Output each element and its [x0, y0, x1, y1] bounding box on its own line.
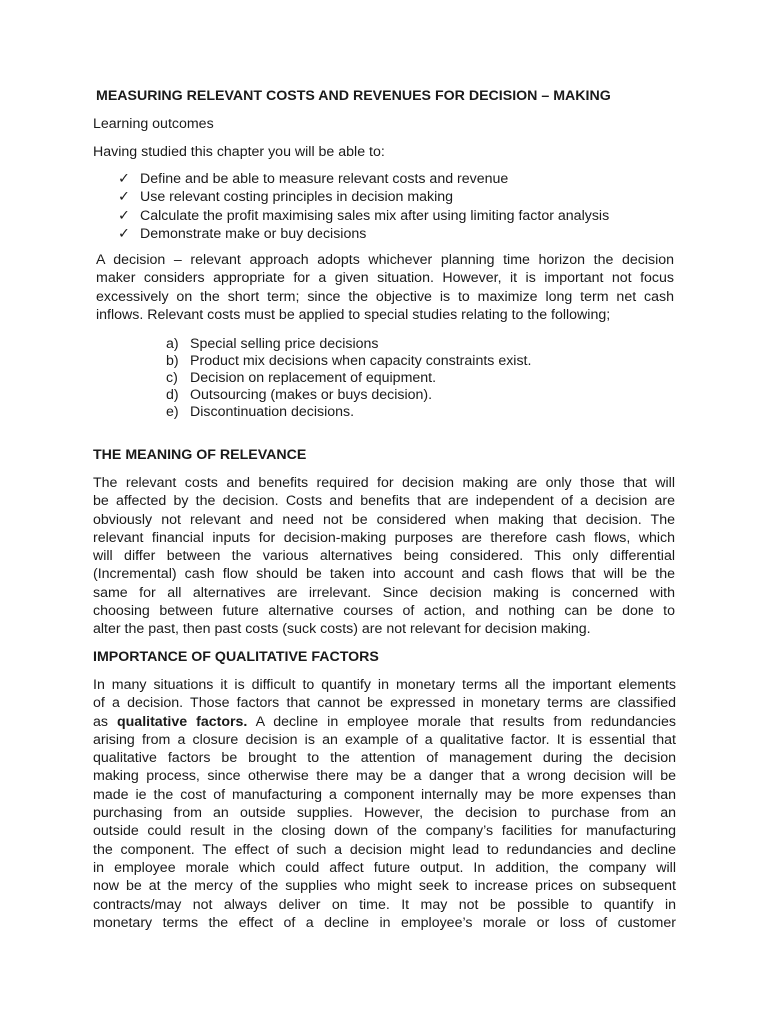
paragraph-line: the component. The effect of such a decision might lead to redundancies and decline	[93, 841, 676, 858]
special-studies-list	[166, 335, 531, 420]
paragraph-line: contracts/may not always deliver on time. It may not be possible to quantify in	[93, 896, 676, 913]
paragraph-line: same for all alternatives are irrelevant. Since decision making is concerned with	[93, 584, 675, 601]
paragraph-line: inflows. Relevant costs must be applied to special studies relating to the following;	[96, 306, 611, 323]
check-icon: ✓	[118, 171, 130, 187]
paragraph-line: alter the past, then past costs (suck costs) are not relevant for decision making.	[93, 621, 591, 638]
paragraph-line: monetary terms the effect of a decline in employee’s morale or loss of customer	[93, 914, 676, 931]
paragraph-line: as qualitative factors. A decline in employee morale that results from redundancies	[93, 713, 676, 730]
list-item: c) Decision on replacement of equipment.	[166, 370, 437, 386]
paragraph-line: In many situations it is difficult to quantify in monetary terms all the important elements	[93, 677, 676, 693]
learning-outcomes-label: Learning outcomes	[93, 116, 214, 132]
paragraph-line: of a decision. Those factors that cannot be expressed in monetary terms are classified	[93, 695, 676, 712]
list-item: e) Discontinuation decisions.	[166, 404, 355, 420]
paragraph-line: maker considers appropriate for a given situation. However, it is important not focus	[96, 270, 674, 287]
section-heading-relevance: THE MEANING OF RELEVANCE	[93, 447, 307, 463]
paragraph-line: be affected by the decision. Costs and benefits that are independent of a decision are	[93, 493, 675, 510]
outcome-item: ✓ Use relevant costing principles in decision making	[118, 189, 454, 206]
outcome-item: ✓ Define and be able to measure relevant costs and revenue	[118, 171, 509, 187]
list-item: b) Product mix decisions when capacity constraints exist.	[166, 353, 532, 369]
decision-approach-paragraph	[96, 251, 674, 324]
paragraph-line: outside could result in the closing down of the company’s facilities for manufacturing	[93, 823, 676, 840]
outcomes-list	[118, 170, 609, 243]
paragraph-line: arising from a closure decision is an example of a qualitative factor. It is essential that	[93, 731, 676, 748]
intro-text: Having studied this chapter you will be able to:	[93, 144, 385, 160]
paragraph-line: (Incremental) cash flow should be taken into account and cash flows that will be the	[93, 566, 675, 583]
qualitative-factors-term: qualitative factors.	[116, 713, 248, 730]
check-icon: ✓	[118, 207, 130, 224]
list-item: a) Special selling price decisions	[166, 336, 379, 352]
outcome-item: ✓ Calculate the profit maximising sales mix after using limiting factor analysis	[118, 207, 610, 224]
paragraph-line: in employee morale which could affect future output. In addition, the company will	[93, 859, 676, 876]
section-heading-qualitative: IMPORTANCE OF QUALITATIVE FACTORS	[93, 649, 379, 665]
paragraph-line: The relevant costs and benefits required for decision making are only those that will	[93, 475, 675, 491]
paragraph-line: qualitative factors be brought to the attention of management during the decision	[93, 750, 676, 767]
paragraph-line: relevant financial inputs for decision-making purposes are therefore cash flows, which	[93, 529, 675, 546]
list-item: d) Outsourcing (makes or buys decision).	[166, 387, 433, 403]
document-title: MEASURING RELEVANT COSTS AND REVENUES FOR DECISION – MAKING	[96, 88, 611, 104]
paragraph-line: excessively on the short term; since the objective is to maximize long term net cash	[96, 288, 674, 305]
check-icon: ✓	[118, 225, 130, 242]
paragraph-line: made ie the cost of manufacturing a component internally may be more expenses than	[93, 786, 676, 803]
paragraph-line: now be at the mercy of the supplies who might seek to increase prices on subsequent	[93, 878, 676, 895]
paragraph-line: A decision – relevant approach adopts whichever planning time horizon the decision	[96, 252, 674, 268]
qualitative-paragraph	[93, 676, 676, 932]
paragraph-line: choosing between future alternative courses of action, and nothing can be done to	[93, 603, 675, 620]
outcome-item: ✓ Demonstrate make or buy decisions	[118, 225, 367, 242]
relevance-paragraph	[93, 474, 675, 639]
paragraph-line: will differ between the various alternatives being considered. This only differential	[93, 548, 675, 565]
paragraph-line: obviously not relevant and need not be considered when making that decision. The	[93, 511, 675, 528]
paragraph-line: purchasing from an outside supplies. However, the decision to purchase from an	[93, 805, 676, 822]
paragraph-line: making process, since otherwise there may be a danger that a wrong decision will be	[93, 768, 676, 785]
check-icon: ✓	[118, 189, 130, 206]
